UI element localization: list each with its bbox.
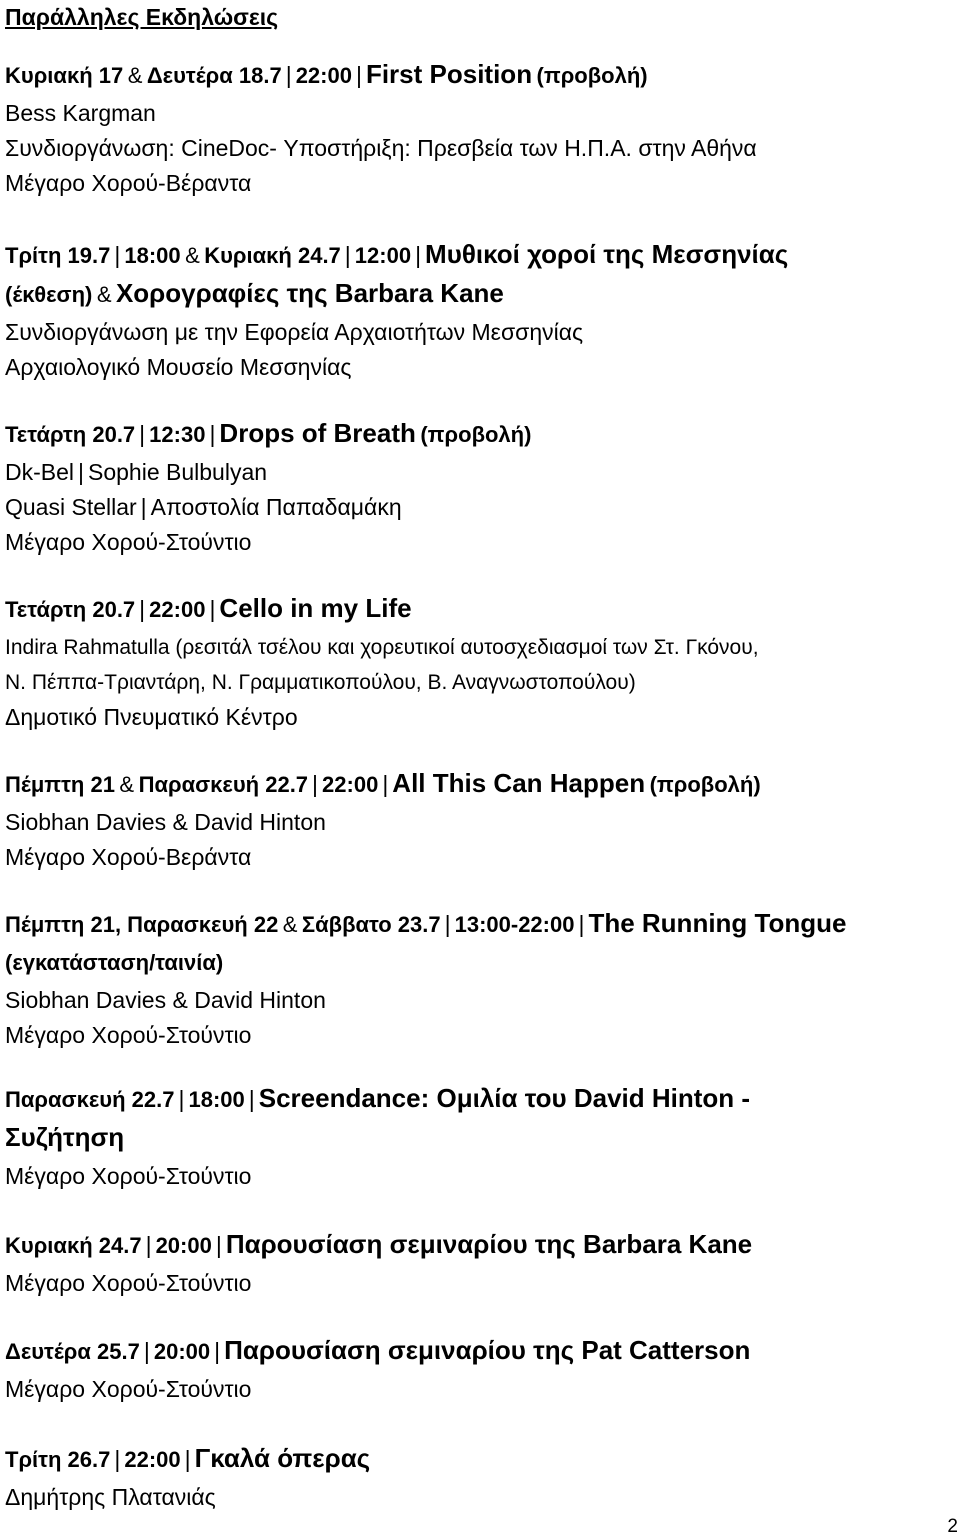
event-venue: Μέγαρο Χορού-Βεράντα xyxy=(5,844,252,870)
event-header xyxy=(5,237,960,276)
event-date: Τρίτη 19.7 xyxy=(5,243,111,268)
separator: | xyxy=(215,1232,222,1258)
event-venue: Μέγαρο Χορού-Βέραντα xyxy=(5,170,252,196)
event-opera-gala xyxy=(5,1441,960,1515)
event-date: Πέμπτη 21, Παρασκευή 22 xyxy=(5,912,279,937)
event-date: Τετάρτη 20.7 xyxy=(5,597,136,622)
separator: | xyxy=(415,242,422,268)
event-date: Δευτέρα 18.7 xyxy=(146,63,282,88)
person: Sophie Bulbulyan xyxy=(88,459,268,485)
event-date: Σάββατο 23.7 xyxy=(301,912,441,937)
event-venue: Μέγαρο Χορού-Στούντιο xyxy=(5,1270,252,1296)
event-date: Πέμπτη 21 xyxy=(5,772,115,797)
event-time: 12:30 xyxy=(149,422,206,447)
event-header-cont xyxy=(5,945,960,983)
ampersand: & xyxy=(185,243,200,268)
separator: | xyxy=(184,1446,191,1472)
event-header xyxy=(5,1333,960,1372)
event-detail: Δημήτρης Πλατανιάς xyxy=(5,1484,216,1510)
event-date: Παρασκευή 22.7 xyxy=(5,1087,175,1112)
event-messinia xyxy=(5,237,960,385)
event-detail: Συνδιοργάνωση: CineDoc- Υποστήριξη: Πρεσβεία των Η.Π.Α. στην Αθήνα xyxy=(5,135,757,161)
separator: | xyxy=(114,242,121,268)
event-time: 20:00 xyxy=(153,1339,211,1364)
event-note: (εγκατάσταση/ταινία) xyxy=(5,950,224,975)
event-header xyxy=(5,906,960,945)
event-title: Drops of Breath xyxy=(219,418,416,448)
event-header xyxy=(5,591,960,630)
event-venue: Δημοτικό Πνευματικό Κέντρο xyxy=(5,704,298,730)
event-date: Κυριακή 17 xyxy=(5,63,124,88)
event-detail: Bess Kargman xyxy=(5,100,156,126)
company: Dk-Bel xyxy=(5,459,75,485)
event-title: Screendance: Ομιλία του David Hinton - xyxy=(258,1083,751,1113)
event-detail xyxy=(5,455,960,490)
event-title: Γκαλά όπερας xyxy=(194,1443,371,1473)
event-note: (προβολή) xyxy=(420,422,532,447)
event-date: Τετάρτη 20.7 xyxy=(5,422,136,447)
separator: | xyxy=(178,1086,185,1112)
event-venue: Αρχαιολογικό Μουσείο Μεσσηνίας xyxy=(5,354,352,380)
event-time: 18:00 xyxy=(124,243,181,268)
company: Quasi Stellar xyxy=(5,494,137,520)
separator: | xyxy=(382,771,389,797)
event-time: 12:00 xyxy=(354,243,412,268)
event-screendance xyxy=(5,1081,960,1194)
separator: | xyxy=(355,62,362,88)
ampersand: & xyxy=(282,912,298,937)
event-date: Κυριακή 24.7 xyxy=(204,243,341,268)
separator: | xyxy=(145,1232,152,1258)
ampersand: & xyxy=(127,63,143,88)
event-time: 18:00 xyxy=(188,1087,245,1112)
event-header xyxy=(5,1227,960,1266)
event-seminar-catterson xyxy=(5,1333,960,1407)
event-seminar-kane xyxy=(5,1227,960,1301)
event-venue: Μέγαρο Χορού-Στούντιο xyxy=(5,529,252,555)
event-title: First Position xyxy=(365,59,533,89)
separator: | xyxy=(214,1338,221,1364)
event-all-this-can-happen xyxy=(5,766,960,875)
event-time: 22:00 xyxy=(149,597,206,622)
event-detail: Siobhan Davies & David Hinton xyxy=(5,987,326,1013)
separator: | xyxy=(209,421,216,447)
separator: | xyxy=(139,596,146,622)
event-title: Χορογραφίες της Barbara Kane xyxy=(115,278,504,308)
separator: | xyxy=(578,911,585,937)
event-header xyxy=(5,1081,960,1120)
event-note: (προβολή) xyxy=(649,772,761,797)
separator: | xyxy=(312,771,319,797)
event-running-tongue xyxy=(5,906,960,1053)
separator: | xyxy=(140,494,147,520)
separator: | xyxy=(78,459,84,485)
event-time: 22:00 xyxy=(295,63,352,88)
separator: | xyxy=(285,62,292,88)
event-time: 20:00 xyxy=(155,1233,212,1258)
event-title: Μυθικοί χοροί της Μεσσηνίας xyxy=(425,239,789,269)
event-note: (έκθεση) xyxy=(5,282,93,307)
event-header xyxy=(5,766,960,805)
event-title-cont: Συζήτηση xyxy=(5,1122,125,1152)
event-date: Κυριακή 24.7 xyxy=(5,1233,142,1258)
separator: | xyxy=(209,596,216,622)
person: Αποστολία Παπαδαμάκη xyxy=(150,494,402,520)
separator: | xyxy=(344,242,351,268)
event-date: Τρίτη 26.7 xyxy=(5,1447,111,1472)
event-title: Cello in my Life xyxy=(219,593,412,623)
event-header xyxy=(5,57,960,96)
event-title: Παρουσίαση σεμιναρίου της Pat Catterson xyxy=(224,1335,751,1365)
event-date: Δευτέρα 25.7 xyxy=(5,1339,140,1364)
section-heading: Παράλληλες Εκδηλώσεις xyxy=(5,4,279,30)
separator: | xyxy=(143,1338,150,1364)
page-number: 2 xyxy=(947,1516,958,1537)
separator: | xyxy=(139,421,146,447)
event-detail: Indira Rahmatulla (ρεσιτάλ τσέλου και χορευτικοί αυτοσχεδιασμοί των Στ. Γκόνου, xyxy=(5,636,759,659)
event-header xyxy=(5,1441,960,1480)
event-title: The Running Tongue xyxy=(588,908,847,938)
event-time: 13:00-22:00 xyxy=(454,912,575,937)
ampersand: & xyxy=(119,772,135,797)
event-venue: Μέγαρο Χορού-Στούντιο xyxy=(5,1376,252,1402)
separator: | xyxy=(114,1446,121,1472)
event-note: (προβολή) xyxy=(536,63,648,88)
separator: | xyxy=(444,911,451,937)
event-venue: Μέγαρο Χορού-Στούντιο xyxy=(5,1022,252,1048)
event-drops-of-breath xyxy=(5,416,960,560)
event-detail xyxy=(5,490,960,525)
event-first-position xyxy=(5,57,960,201)
separator: | xyxy=(248,1086,255,1112)
event-detail: Ν. Πέππα-Τριαντάρη, Ν. Γραμματικοπούλου, Β. Αναγνωστοπούλου) xyxy=(5,671,636,694)
event-header xyxy=(5,416,960,455)
event-header-cont xyxy=(5,276,960,315)
event-time: 22:00 xyxy=(124,1447,181,1472)
event-venue: Μέγαρο Χορού-Στούντιο xyxy=(5,1163,252,1189)
event-detail: Συνδιοργάνωση με την Εφορεία Αρχαιοτήτων Μεσσηνίας xyxy=(5,319,584,345)
event-time: 22:00 xyxy=(322,772,379,797)
event-date: Παρασκευή 22.7 xyxy=(138,772,309,797)
event-title: All This Can Happen xyxy=(392,768,646,798)
event-header-cont xyxy=(5,1120,960,1159)
event-title: Παρουσίαση σεμιναρίου της Barbara Kane xyxy=(225,1229,753,1259)
event-cello-in-my-life xyxy=(5,591,960,735)
event-detail: Siobhan Davies & David Hinton xyxy=(5,809,326,835)
ampersand: & xyxy=(96,282,112,307)
